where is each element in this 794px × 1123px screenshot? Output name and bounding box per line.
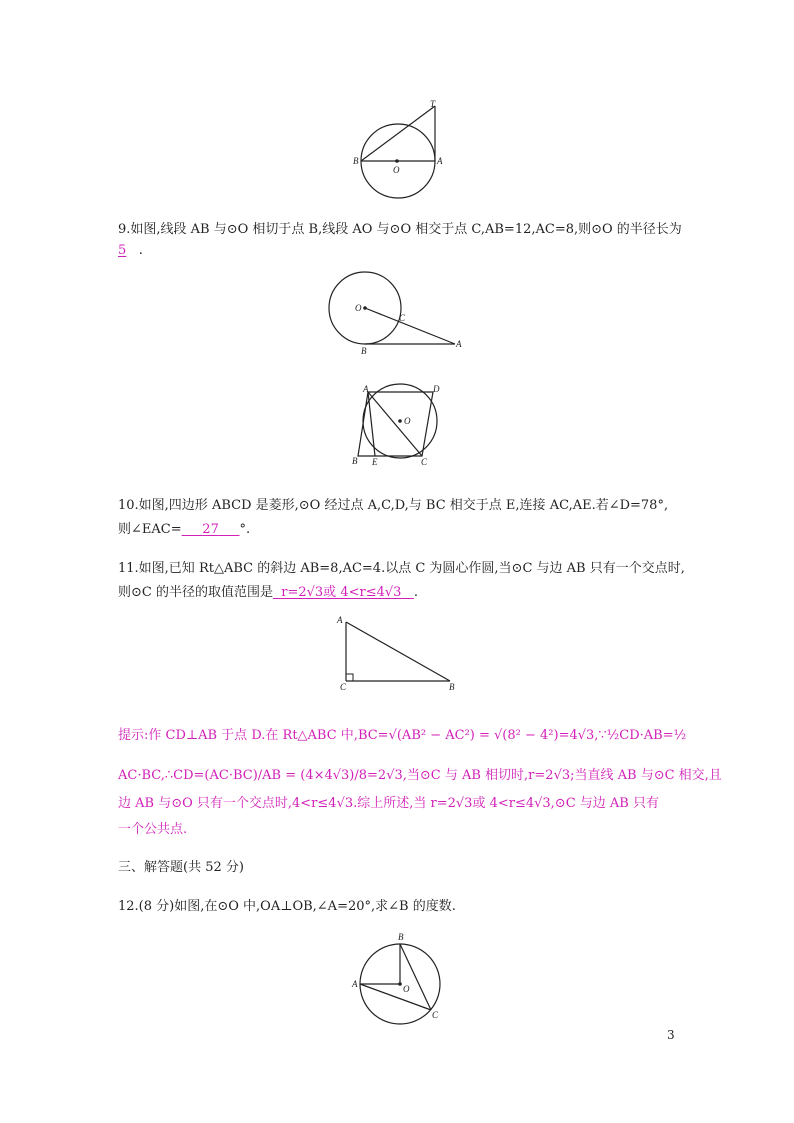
question-10-suffix: °.	[239, 522, 251, 537]
label-T: T	[430, 99, 436, 109]
label-B: B	[361, 346, 367, 356]
figure-tangent-circle	[340, 98, 450, 202]
question-11-answer-value: r=2√3或 4<r≤4√3	[281, 585, 402, 600]
label-B: B	[353, 156, 359, 166]
figure-q9	[325, 270, 470, 356]
question-11-end: .	[413, 585, 418, 600]
question-11-prefix: 则⊙C 的半径的取值范围是	[118, 585, 273, 600]
hint-line3: 边 AB 与⊙O 只有一个交点时,4<r≤4√3.综上所述,当 r=2√3或 4<r≤4√3,⊙C 与边 AB 只有	[118, 796, 659, 811]
question-10-answer	[182, 522, 240, 537]
label-A: A	[337, 615, 343, 625]
question-10-answer-value: 27	[202, 522, 219, 537]
hint-line1: 提示:作 CD⊥AB 于点 D.在 Rt△ABC 中,BC=√(AB² − AC²) = √(8² − 4²)=4√3,∵½CD·AB=½	[118, 728, 687, 743]
label-C: C	[421, 457, 428, 467]
label-O: O	[355, 303, 362, 313]
question-9-line2	[118, 243, 143, 258]
figure-q12	[345, 930, 450, 1026]
label-B: B	[449, 682, 455, 692]
label-C: C	[399, 313, 406, 323]
hint-line2: AC·BC,∴CD=(AC·BC)/AB = (4×4√3)/8=2√3,当⊙C 与 AB 相切时,r=2√3;当直线 AB 与⊙C 相交,且	[118, 768, 722, 783]
question-11-line2	[118, 581, 418, 600]
question-11-answer	[273, 585, 414, 600]
figure-q11	[330, 612, 460, 694]
label-O: O	[393, 165, 400, 175]
question-9-end: .	[138, 243, 143, 258]
section-3-title: 三、解答题(共 52 分)	[118, 860, 244, 875]
question-9-answer: 5	[118, 243, 127, 258]
question-10-line2	[118, 518, 250, 537]
label-O: O	[404, 416, 411, 426]
label-B: B	[352, 456, 358, 466]
question-11-line1: 11.如图,已知 Rt△ABC 的斜边 AB=8,AC=4.以点 C 为圆心作圆,当⊙C 与边 AB 只有一个交点时,	[118, 561, 685, 576]
label-D: D	[433, 384, 440, 394]
label-C: C	[340, 682, 347, 692]
question-10-prefix: 则∠EAC=	[118, 522, 182, 537]
question-12-text: 12.(8 分)如图,在⊙O 中,OA⊥OB,∠A=20°,求∠B 的度数.	[118, 899, 456, 914]
label-E: E	[372, 457, 378, 467]
label-O: O	[403, 984, 410, 994]
label-A: A	[363, 384, 369, 394]
label-C: C	[432, 1010, 439, 1020]
label-B: B	[398, 932, 404, 942]
label-A: A	[456, 339, 462, 349]
label-A: A	[437, 156, 443, 166]
question-10-line1: 10.如图,四边形 ABCD 是菱形,⊙O 经过点 A,C,D,与 BC 相交于点 E,连接 AC,AE.若∠D=78°,	[118, 498, 669, 513]
question-9-line1: 9.如图,线段 AB 与⊙O 相切于点 B,线段 AO 与⊙O 相交于点 C,AB=12,AC=8,则⊙O 的半径长为	[118, 222, 682, 237]
label-A: A	[352, 979, 358, 989]
figure-q10	[345, 380, 445, 468]
page-number: 3	[667, 1028, 675, 1042]
hint-line4: 一个公共点.	[118, 822, 188, 837]
